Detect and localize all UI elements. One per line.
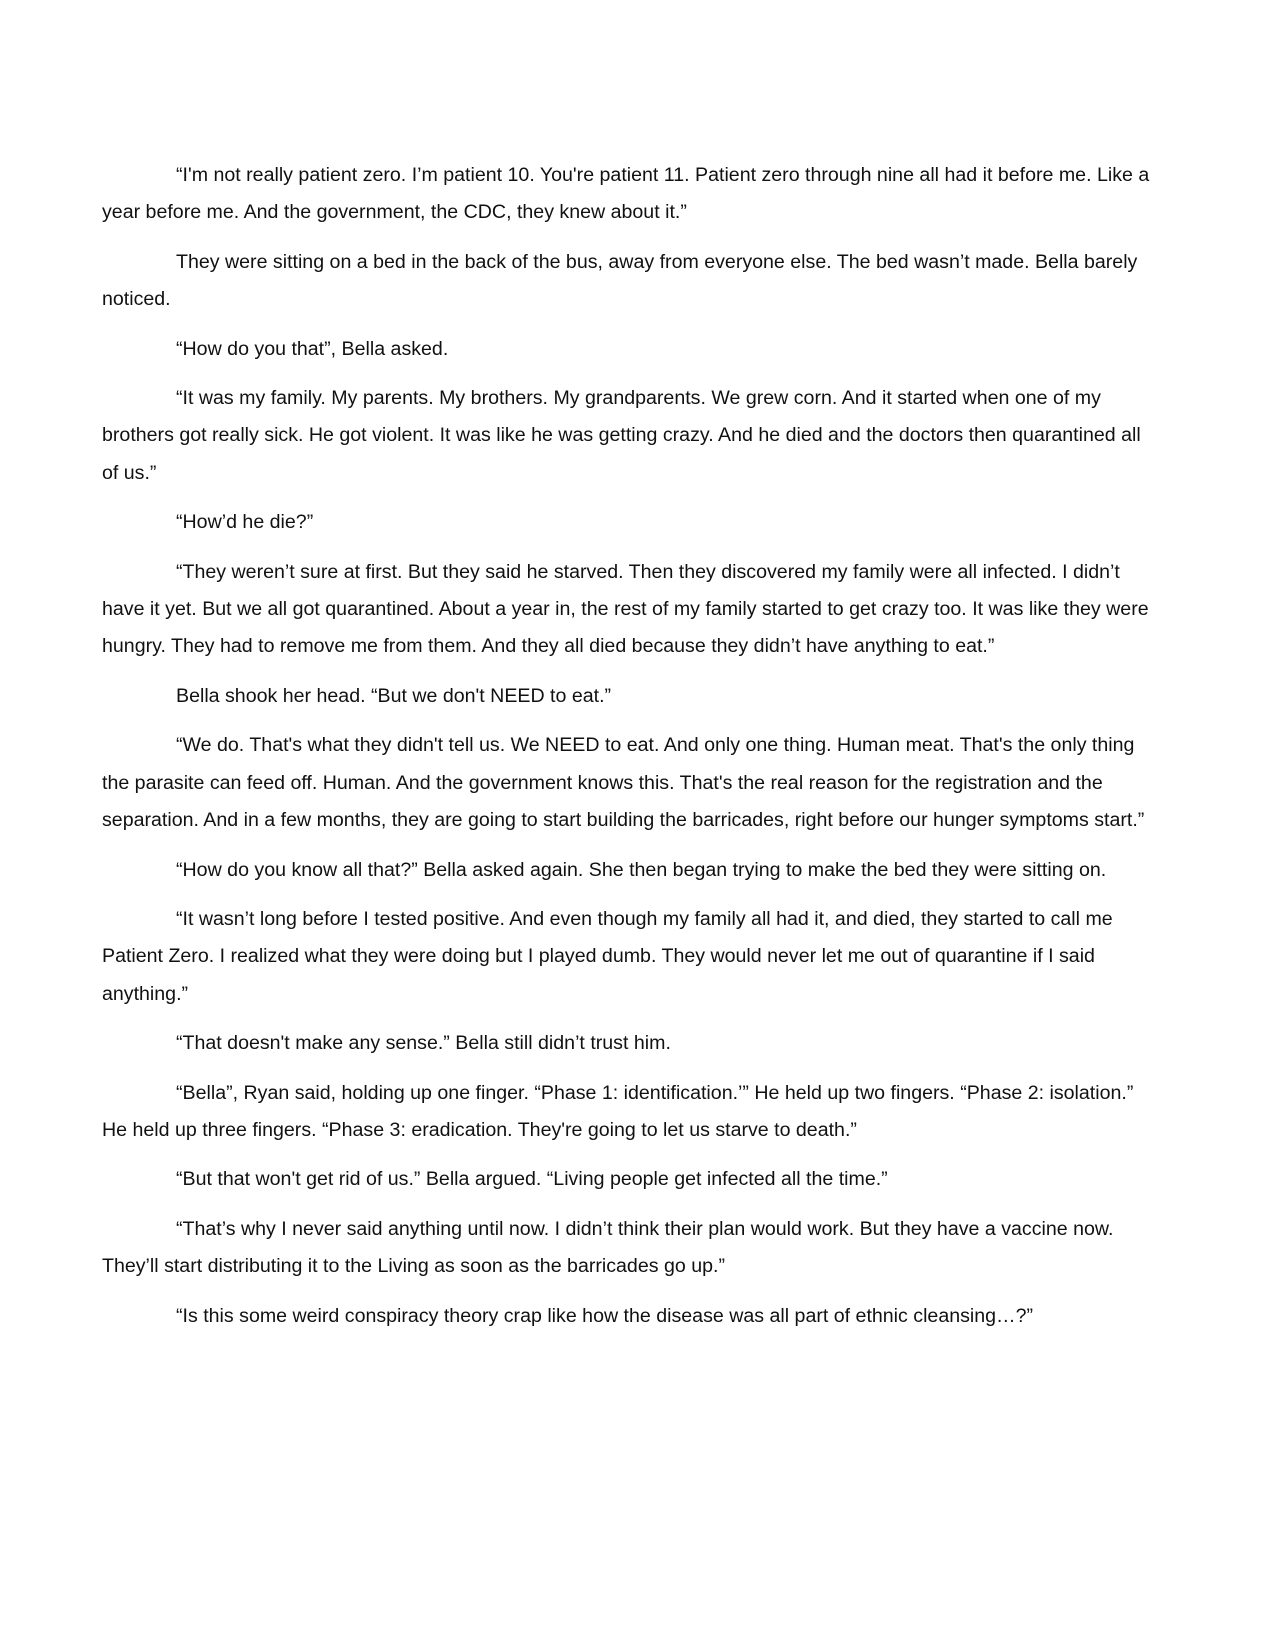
paragraph: “But that won't get rid of us.” Bella argued. “Living people get infected all the time.”	[176, 1168, 888, 1191]
paragraph: “How do you know all that?” Bella asked again. She then began trying to make the bed they were sitting on.	[176, 858, 1107, 881]
paragraph: “Is this some weird conspiracy theory crap like how the disease was all part of ethnic cleansing…?”	[176, 1304, 1034, 1327]
paragraph: They were sitting on a bed in the back of the bus, away from everyone else. The bed wasn’t made. Bella barely noticed.	[102, 250, 1138, 311]
paragraph: “It wasn’t long before I tested positive. And even though my family all had it, and died, they started to call me Patient Zero. I realized what they were doing but I played dumb. They would never let me out of quarantine if I said anything.”	[102, 907, 1113, 1005]
manuscript-body	[102, 157, 1162, 1347]
paragraph: “We do. That's what they didn't tell us. We NEED to eat. And only one thing. Human meat. That's the only thing the parasite can feed off. Human. And the government knows this. That's the real reason for the registration and the separation. And in a few months, they are going to start building the barricades, right before our hunger symptoms start.”	[102, 734, 1145, 832]
paragraph: Bella shook her head. “But we don't NEED to eat.”	[176, 684, 612, 707]
paragraph: “That doesn't make any sense.” Bella still didn’t trust him.	[176, 1032, 671, 1055]
paragraph: “Bella”, Ryan said, holding up one finger. “Phase 1: identification.’” He held up two fingers. “Phase 2: isolation.” He held up three fingers. “Phase 3: eradication. They're going to let us starve to death.”	[102, 1081, 1134, 1141]
paragraph: “How’d he die?”	[176, 511, 314, 534]
paragraph: “They weren’t sure at first. But they said he starved. Then they discovered my family were all infected. I didn’t have it yet. But we all got quarantined. About a year in, the rest of my family started to get crazy too. It was like they were hungry. They had to remove me from them. And they all died because they didn’t have anything to eat.”	[102, 560, 1149, 658]
paragraph: “How do you that”, Bella asked.	[176, 337, 449, 360]
paragraph: “That’s why I never said anything until now. I didn’t think their plan would work. But they have a vaccine now. They’ll start distributing it to the Living as soon as the barricades go up.”	[102, 1217, 1114, 1278]
paragraph: “I'm not really patient zero. I’m patient 10. You're patient 11. Patient zero through nine all had it before me. Like a year before me. And the government, the CDC, they knew about it.”	[102, 164, 1150, 224]
paragraph: “It was my family. My parents. My brothers. My grandparents. We grew corn. And it started when one of my brothers got really sick. He got violent. It was like he was getting crazy. And he died and the doctors then quarantined all of us.”	[102, 387, 1141, 484]
